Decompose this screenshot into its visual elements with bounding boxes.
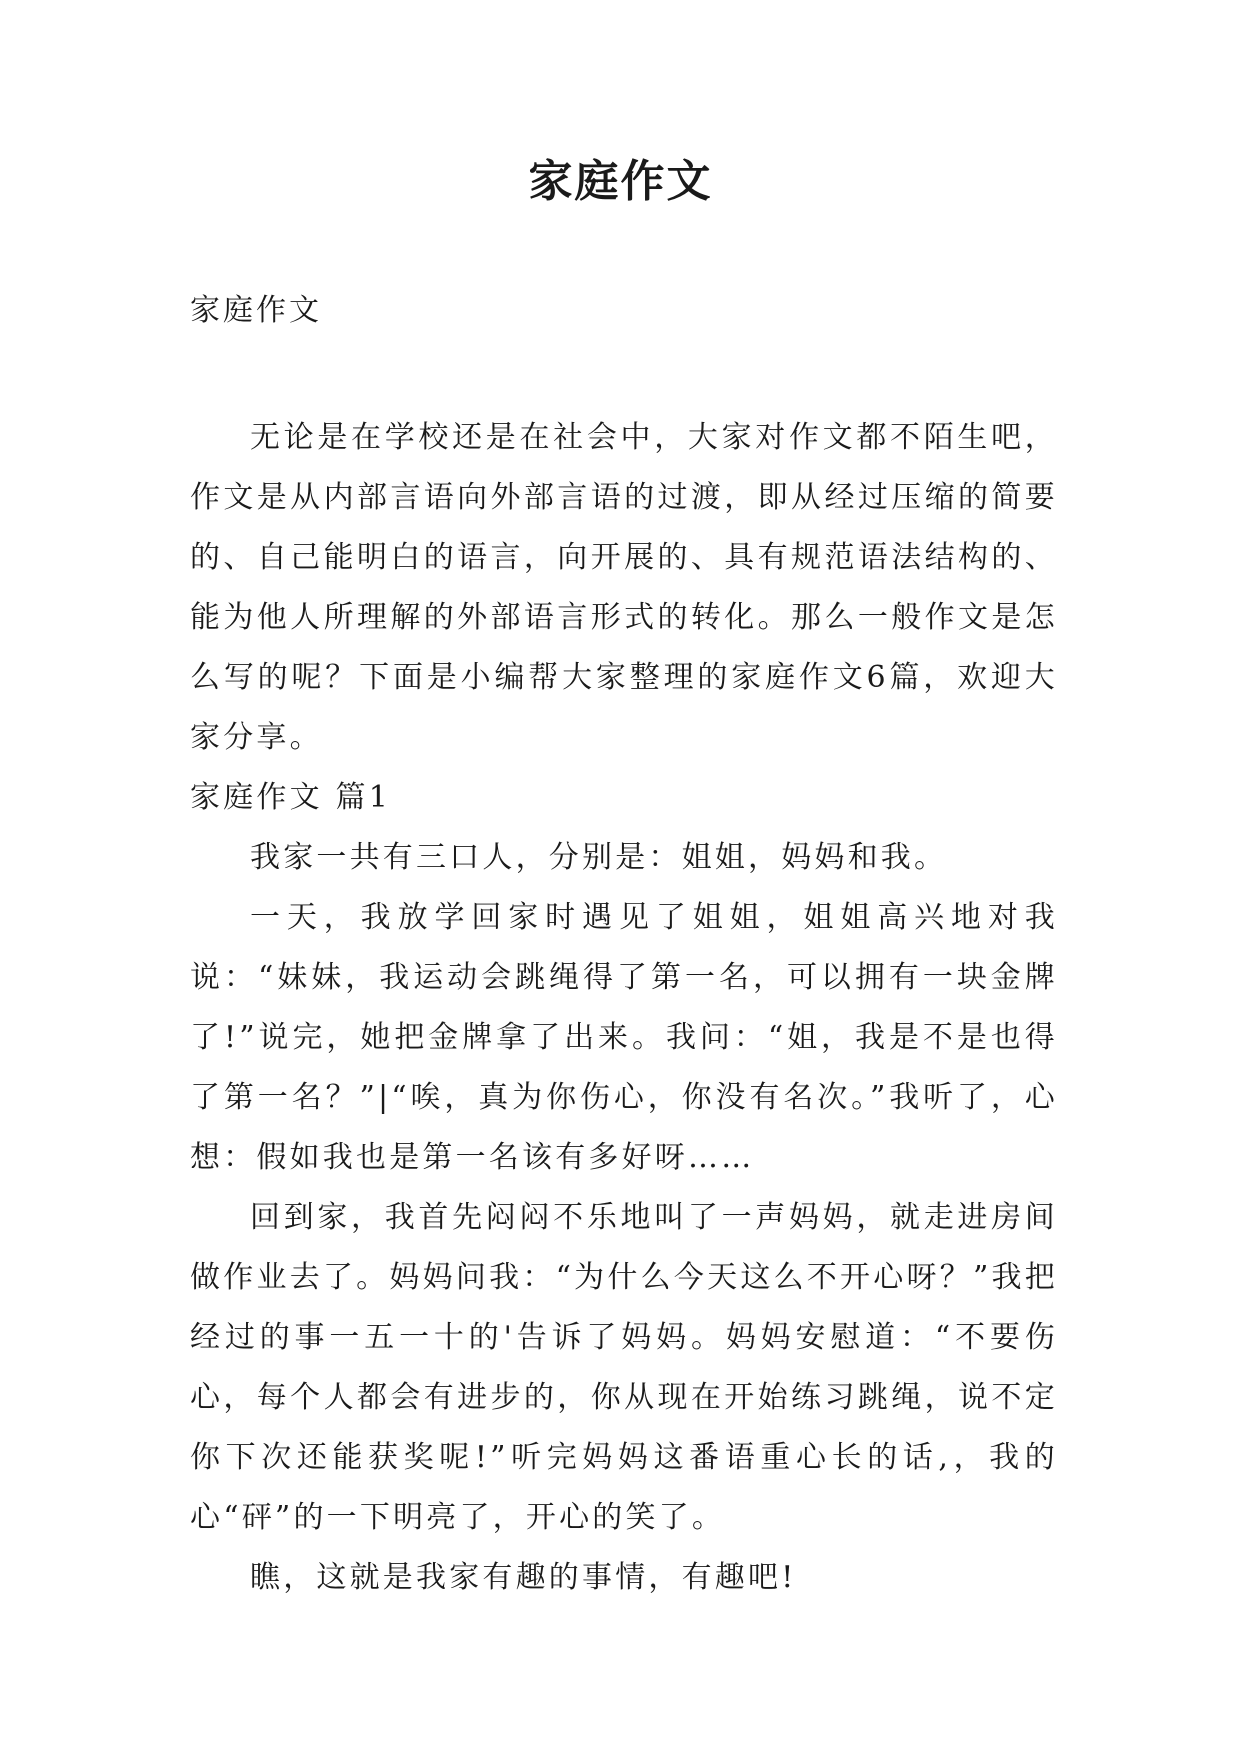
body-paragraph: 一天，我放学回家时遇见了姐姐，姐姐高兴地对我说：“妹妹，我运动会跳绳得了第一名，可以拥有一块金牌了!”说完，她把金牌拿了出来。我问：“姐，我是不是也得了第一名？”|“唉，真为你伤心，你没有名次。”我听了，心想：假如我也是第一名该有多好呀……: [190, 900, 1058, 1175]
document-title: 家庭作文: [528, 156, 713, 207]
body-paragraph: 我家一共有三口人，分别是：姐姐，妈妈和我。: [250, 840, 948, 875]
body-paragraph: 瞧，这就是我家有趣的事情，有趣吧!: [250, 1560, 797, 1595]
document-body: [190, 408, 1058, 1608]
body-paragraph: 回到家，我首先闷闷不乐地叫了一声妈妈，就走进房间做作业去了。妈妈问我：“为什么今天这么不开心呀？”我把经过的事一五一十的'告诉了妈妈。妈妈安慰道：“不要伤心，每个人都会有进步的，你从现在开始练习跳绳，说不定你下次还能获奖呢!”听完妈妈这番语重心长的话,，我的心“砰”的一下明亮了，开心的笑了。: [190, 1200, 1058, 1535]
document-subtitle: 家庭作文: [190, 293, 322, 328]
intro-paragraph: 无论是在学校还是在社会中，大家对作文都不陌生吧，作文是从内部言语向外部言语的过渡，即从经过压缩的简要的、自己能明白的语言，向开展的、具有规范语法结构的、能为他人所理解的外部语言形式的转化。那么一般作文是怎么写的呢？下面是小编帮大家整理的家庭作文6篇，欢迎大家分享。: [190, 420, 1058, 755]
section-heading: 家庭作文 篇1: [190, 780, 392, 815]
